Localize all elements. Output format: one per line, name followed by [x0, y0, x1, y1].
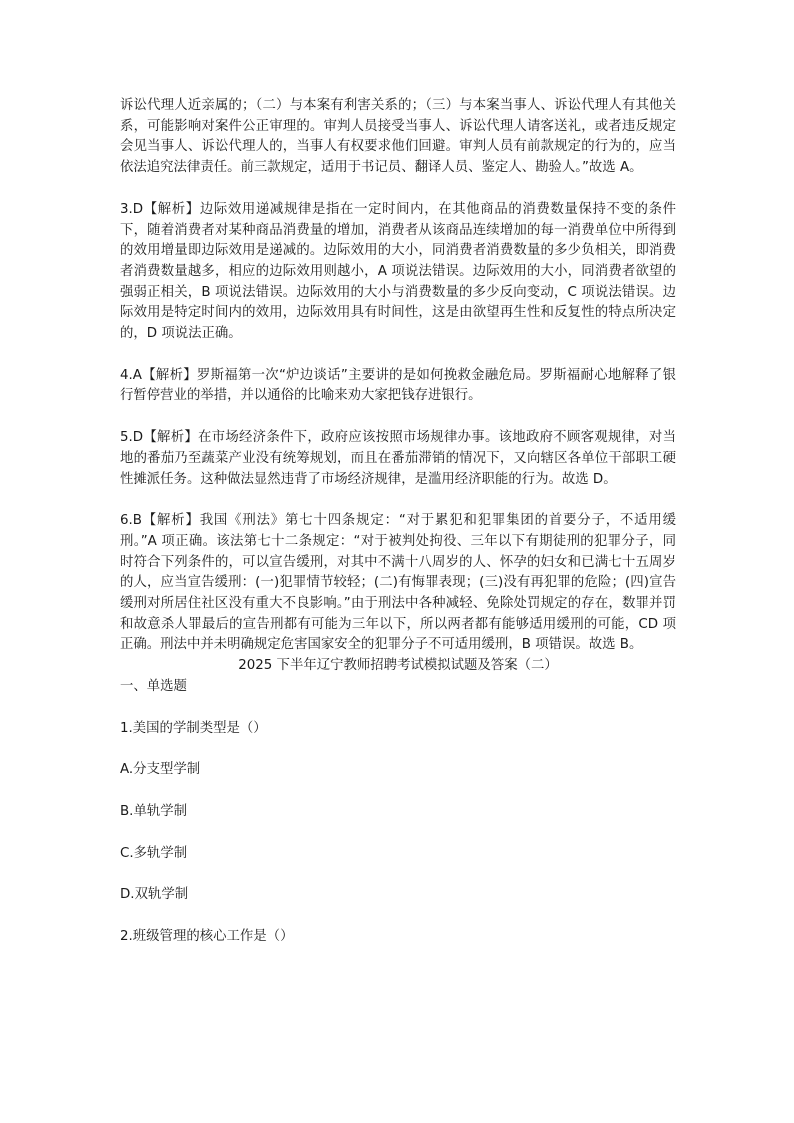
question-2-stem: 2.班级管理的核心工作是（） — [120, 929, 294, 945]
question-1-option-b: B.单轨学制 — [120, 803, 188, 819]
answer-4-paragraph: 4.A【解析】罗斯福第一次“炉边谈话”主要讲的是如何挽救金融危局。罗斯福耐心地解释了银行暂停营业的举措，并以通俗的比喻来劝大家把钱存进银行。 — [120, 367, 676, 404]
exam-title: 2025 下半年辽宁教师招聘考试模拟试题及答案（二） — [238, 658, 558, 674]
answer-3-paragraph: 3.D【解析】边际效用递减规律是指在一定时间内，在其他商品的消费数量保持不变的条件下，随着消费者对某种商品消费量的增加，消费者从该商品连续增加的每一消费单位中所得到的效用增量即边际效用是递减的。边际效用的大小，同消费者消费数量的多少负相关，即消费者消费数量越多，相应的边际效用则越小，A 项说法错误。边际效用的大小，同消费者欲望的强弱正相关，B 项说法错误。边际效用的大小与消费数量的多少反向变动，C 项说法错误。边际效用是特定时间内的效用，边际效用具有时间性，这是由欲望再生性和反复性的特点所决定的，D 项说法正确。 — [120, 201, 676, 342]
answer-6-paragraph: 6.B【解析】我国《刑法》第七十四条规定：“对于累犯和犯罪集团的首要分子，不适用缓刑。”A 项正确。该法第七十二条规定：“对于被判处拘役、三年以下有期徒刑的犯罪分子，同时符合下列条件的，可以宣告缓刑，对其中不满十八周岁的人、怀孕的妇女和已满七十五周岁的人，应当宣告缓刑：(一)犯罪情节较轻；(二)有悔罪表现；(三)没有再犯罪的危险；(四)宣告缓刑对所居住社区没有重大不良影响。”由于刑法中各种减轻、免除处罚规定的存在，数罪并罚和故意杀人罪最后的宣告刑都有可能为三年以下，所以两者都有能够适用缓刑的可能，CD 项正确。刑法中并未明确规定危害国家安全的犯罪分子不可适用缓刑，B 项错误。故选 B。 — [120, 513, 676, 653]
question-1-option-c: C.多轨学制 — [120, 845, 188, 861]
question-1-option-d: D.双轨学制 — [120, 887, 189, 903]
continuation-paragraph: 诉讼代理人近亲属的；（二）与本案有利害关系的；（三）与本案当事人、诉讼代理人有其他关系，可能影响对案件公正审理的。审判人员接受当事人、诉讼代理人请客送礼，或者违反规定会见当事人、诉讼代理人的，当事人有权要求他们回避。审判人员有前款规定的行为的，应当依法追究法律责任。前三款规定，适用于书记员、翻译人员、鉴定人、勘验人。”故选 A。 — [120, 98, 676, 176]
document-page — [120, 96, 676, 948]
answer-5-paragraph: 5.D【解析】在市场经济条件下，政府应该按照市场规律办事。该地政府不顾客观规律，对当地的番茄乃至蔬菜产业没有统筹规划，而且在番茄滞销的情况下，又向辖区各单位干部职工硬性摊派任务。这种做法显然违背了市场经济规律，是滥用经济职能的行为。故选 D。 — [120, 430, 676, 487]
section-title: 一、单选题 — [120, 678, 187, 694]
question-1-option-a: A.分支型学制 — [120, 762, 201, 778]
question-1-stem: 1.美国的学制类型是（） — [120, 720, 267, 736]
